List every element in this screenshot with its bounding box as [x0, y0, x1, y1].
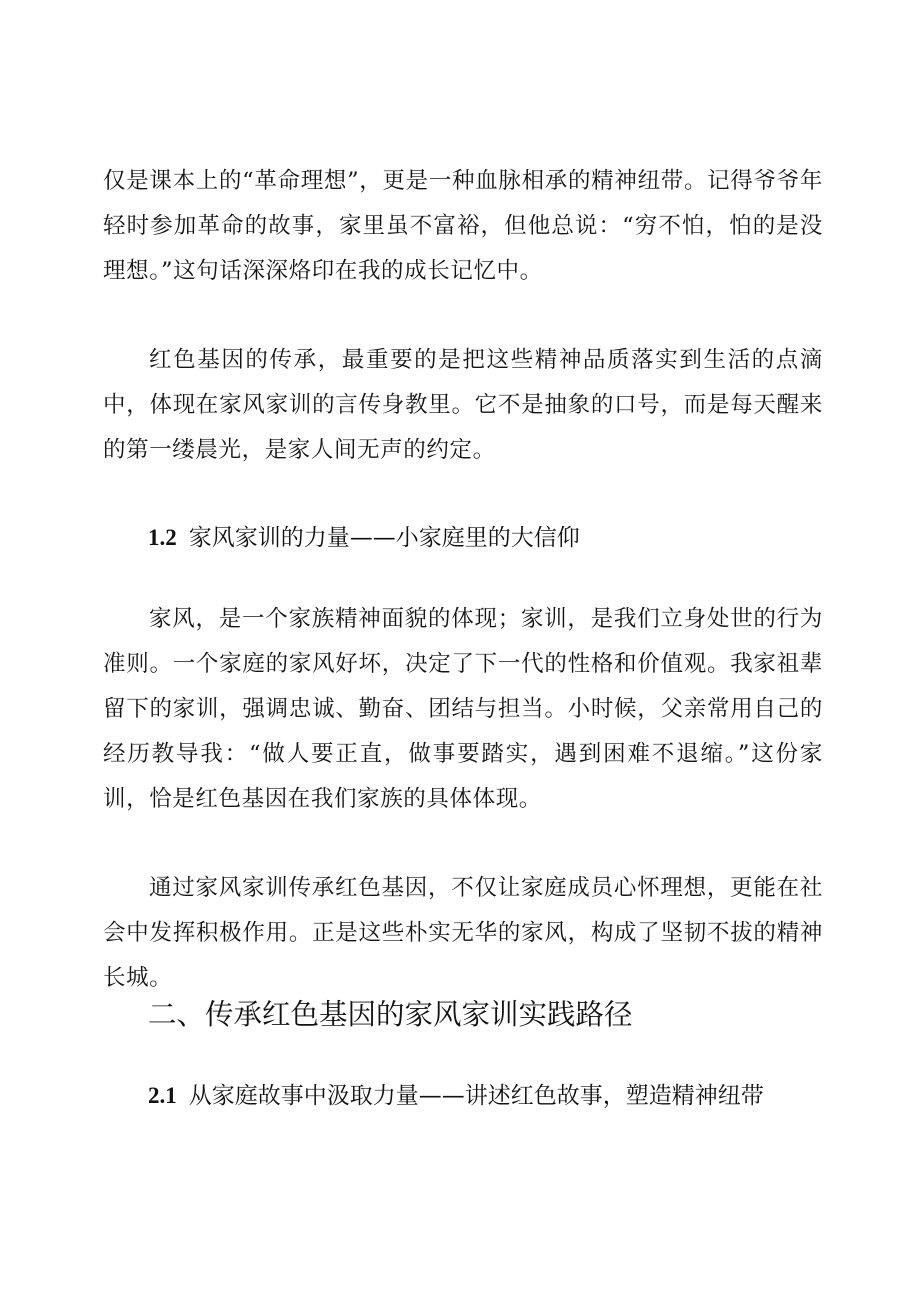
- section-heading-2-1: [148, 1081, 764, 1111]
- body-paragraph-revolution-ideal: 仅是课本上的“革命理想”，更是一种血脉相承的精神纽带。记得爷爷年轻时参加革命的故事，家里虽不富裕，但他总说：“穷不怕，怕的是没理想。”这句话深深烙印在我的成长记忆中。: [103, 168, 823, 284]
- section-number-2-1: 2.1: [148, 1083, 177, 1108]
- body-paragraph-red-gene-inheritance: 红色基因的传承，最重要的是把这些精神品质落实到生活的点滴中，体现在家风家训的言传身教里。它不是抽象的口号，而是每天醒来的第一缕晨光，是家人间无声的约定。: [103, 347, 823, 463]
- section-title-1-2: 家风家训的力量——小家庭里的大信仰: [188, 525, 580, 551]
- chapter-heading-2: 二、传承红色基因的家风家训实践路径: [148, 998, 633, 1031]
- body-paragraph-family-motto-role: 通过家风家训传承红色基因，不仅让家庭成员心怀理想，更能在社会中发挥积极作用。正是这些朴实无华的家风，构成了坚韧不拔的精神长城。: [103, 875, 823, 991]
- section-heading-1-2: [148, 523, 580, 553]
- section-title-2-1: 从家庭故事中汲取力量——讲述红色故事，塑造精神纽带: [188, 1083, 764, 1109]
- section-number-1-2: 1.2: [148, 525, 177, 550]
- body-paragraph-family-tradition: 家风，是一个家族精神面貌的体现；家训，是我们立身处世的行为准则。一个家庭的家风好坏，决定了下一代的性格和价值观。我家祖辈留下的家训，强调忠诚、勤奋、团结与担当。小时候，父亲常用自己的经历教导我：“做人要正直，做事要踏实，遇到困难不退缩。”这份家训，恰是红色基因在我们家族的具体体现。: [103, 606, 823, 812]
